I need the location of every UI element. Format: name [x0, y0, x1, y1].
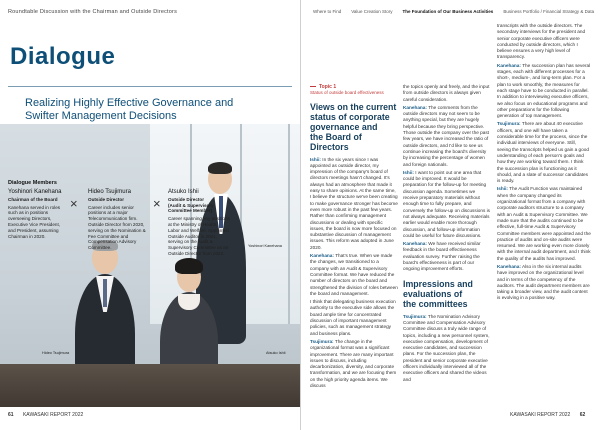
section-heading-2 — [403, 279, 491, 309]
text-column-3 — [497, 23, 591, 304]
necktie — [103, 279, 107, 307]
paragraph-text: The succession plan has several stages, each with different processes for a short-, medium-, and long-term plan. For a plan to work smoothly, the measures for each stage have to be conducted in parallel. In addition to interviewing executive officers, we also focus on educational programs and other preparations for the following generation of top management. — [497, 62, 591, 119]
page-title: Dialogue — [10, 43, 116, 70]
paragraph — [310, 253, 398, 297]
title-rule — [8, 86, 292, 87]
speaker: Kanehana: — [497, 263, 521, 269]
text-column-2 — [403, 84, 491, 385]
paragraph — [497, 23, 591, 61]
paragraph — [403, 170, 491, 239]
member-role: Outside Director — [88, 196, 124, 202]
paragraph — [497, 264, 591, 302]
paragraph-text: In the six years since I was appointed as outside director, my impression of the company's board of directors meetings hasn't changed. It's always had an atmosphere that made it easy to share opinions. At the same time, I believe the structure we've been creating to make governance stronger has become even more robust in the past few years. Rather than confirming management discussions or dealing with specific issues, the board is now more focused on substantive discussion of management issues. This reform was adopted in June 2020. — [310, 156, 398, 250]
paragraph — [310, 157, 398, 251]
paragraph-text: I want to point out one area that could be improved. It would be preparation for the follow-up for meeting discussion agenda. Sometimes we receive preparatory materials without enough time to fully prepare, and conversely the follow-up on discussions is not always adequate. Receiving materials earlier would enable more thorough discussion, and follow-up information could be useful for future discussions. — [403, 169, 491, 238]
member-role: Outside Director — [168, 196, 204, 202]
heading-line: Views on the current — [310, 101, 397, 112]
page-number-left: 61 — [8, 412, 14, 418]
paragraph — [403, 314, 491, 383]
member-tsujimura — [88, 190, 150, 251]
breadcrumb-item[interactable]: Business Portfolio / Financial Strategy & Data — [503, 9, 595, 14]
paragraph-text: The Audit Function was maintained when the company changed its organizational format from a company with corporate auditors structure to a company with an Audit & Supervisory Committee. We made sure that the audits continued to be effective, full-time Audit & Supervisory Committee members were appointed and the practice of audits and on-site audits were resumed. We are working even more closely with the internal audit department, and I think the quality of the audits has improved. — [497, 186, 591, 261]
paragraph — [403, 84, 491, 103]
paragraph — [310, 299, 398, 337]
subtitle-line-2: Swifter Management Decisions — [25, 110, 177, 122]
paragraph-text: I think that delegating business execution authority to the executive side allows the board ample time for concentrated discussion of important management policies, such as management strategy and business plans. — [310, 299, 396, 336]
paragraph-text: transcripts with the outside directors. The secondary interviews for the president and senior corporate executive officers were conducted by outside directors, which I believe ensures a very high level of transparency. — [497, 23, 586, 60]
member-role: Chairman of the Board — [8, 196, 58, 202]
paragraph — [497, 63, 591, 120]
text-column-1 — [310, 84, 398, 391]
paragraph-text: There are about 40 executive officers, and one will have taken a considerable time for the process, since the individual interviews of everyone. Still, seeing the transcripts helped us gain a good understanding of each person's goals and how they are working toward them. I think the succession plan is functioning as it should, and a slate of successor candidates is ready. — [497, 121, 589, 184]
footer-right — [510, 412, 585, 418]
report-name-right: KAWASAKI REPORT 2022 — [510, 412, 571, 418]
topic-bar — [310, 86, 316, 87]
page-subtitle — [25, 97, 275, 123]
paragraph-text: The change in the organizational format was a significant improvement. There are many important issues to discuss, including decarbonization, diversity, and corporate transformation, and we are focusing them on the high priority agenda items. We discuss — [310, 338, 397, 388]
member-role-detail: (Audit & Supervisory Committee Member) — [168, 202, 214, 214]
paragraph-text: The Nomination Advisory Committee and Compensation Advisory Committee discuss a truly wide range of topics, including a new personnel system, executive compensation, development of executive candidates, and succession plans. For the succession plan, the president and senior corporate executive officers individually interviewed all of the executive officers and shared the videos and — [403, 313, 490, 382]
cross-mark: × — [70, 196, 78, 211]
paragraph — [497, 121, 591, 184]
member-name: Yoshinori Kanehana — [8, 189, 62, 195]
photo-label-left: Hideo Tsujimura — [42, 351, 70, 355]
window-frame — [288, 124, 290, 324]
speaker: Tsujimura: — [310, 338, 334, 344]
hair-seated-right — [175, 258, 203, 274]
dialogue-photo — [0, 124, 300, 407]
page-number-right: 62 — [579, 412, 586, 418]
photo-label-right: Atsuko Ishii — [266, 351, 286, 355]
breadcrumb-item[interactable]: Value Creation Story — [351, 9, 393, 14]
speaker: Kanehana: — [403, 104, 427, 110]
speaker: Kanehana: — [497, 62, 521, 68]
breadcrumb-item-active[interactable]: The Foundation of Our Business Activities — [402, 9, 494, 14]
heading-line: evaluations of — [403, 288, 463, 299]
paragraph-text: the topics openly and freely, and the input from outside directors is always given careful consideration. — [403, 84, 490, 102]
paragraph-text: The comments from the outside directors may not seem to be anything special, but they are hugely helpful because they bring perspective. Those outside the company over the past few years, we have increased the ratio of outside directors, and I'd like to see us continue increasing the board's diversity by increasing the percentage of women and foreign nationals. — [403, 104, 489, 167]
breadcrumb-item[interactable]: Where to Find — [313, 9, 342, 14]
section-heading-1 — [310, 102, 398, 152]
photo-table — [0, 364, 300, 407]
member-description: Career includes senior positions at a major Telecommunication firm. Outside Director from 2020, serving on the Nomination & Fee Committee and Compensation Advisory Committee. — [88, 204, 146, 251]
heading-line: status of corporate — [310, 111, 390, 122]
speaker: Ishii: — [497, 186, 508, 192]
speaker: Ishii: — [310, 156, 321, 162]
page-caption: Roundtable Discussion with the Chairman and Outside Directors — [8, 9, 178, 15]
photo-label-center: Yoshinori Kanehana — [248, 244, 282, 248]
paragraph-text: Also in the six internal audits have improved on the organizational level and in terms of the competency of the auditors. The audit department members are taking a broader view, and the audit content is evolving in a positive way. — [497, 263, 590, 301]
subtitle-line-1: Realizing Highly Effective Governance and — [25, 97, 234, 109]
footer-left — [8, 412, 83, 418]
members-label: Dialogue Members — [8, 180, 57, 186]
paragraph — [497, 186, 591, 262]
speaker: Tsujimura: — [403, 313, 427, 319]
topic-number: Topic 1 — [319, 84, 337, 90]
hair-standing — [208, 162, 232, 174]
paragraph — [403, 241, 491, 272]
member-name: Hideo Tsujimura — [88, 189, 131, 195]
paragraph — [403, 105, 491, 168]
speaker: Tsujimura: — [497, 121, 521, 127]
spread-divider — [300, 0, 301, 430]
report-name-left: KAWASAKI REPORT 2022 — [22, 412, 84, 418]
topic-subtitle: Status of outside board effectiveness — [310, 90, 384, 96]
speaker: Kanehana: — [403, 241, 427, 247]
member-description: Career spanning key positions at the Ministry of Health, Labor and Welfare. Appointed Outside Auditor in 2021, serving on the Audit & Supervisory Committee as an Outside Director from 2022. — [168, 216, 230, 256]
heading-line: Impressions and — [403, 278, 473, 289]
speaker: Ishii: — [403, 169, 414, 175]
paragraph-text: That's true. When we made the changes, we transitioned to a company with an Audit & Supervisory Committee format. We have reduced the number of directors on the board and strengthened the division of roles between the board and management. — [310, 253, 398, 296]
member-description: Kanehana served in roles such as in positions overseeing Directors, Executive Vice President, and President, assuming Chairman in 2020. — [8, 204, 61, 239]
paragraph — [310, 339, 398, 389]
cross-mark: × — [153, 196, 161, 211]
member-kanehana — [8, 190, 64, 239]
member-name: Atsuko Ishii — [168, 189, 199, 195]
paragraph-text: We have received similar feedback in the board effectiveness evaluation survey. Further raising the board's effectiveness is part of our ongoing improvement efforts. — [403, 241, 481, 272]
heading-line: the Board of Directors — [310, 131, 362, 152]
speaker: Kanehana: — [310, 253, 334, 259]
breadcrumb — [313, 9, 594, 14]
heading-line: governance and — [310, 121, 378, 132]
member-ishii — [168, 190, 230, 257]
heading-line: the committees — [403, 298, 468, 309]
